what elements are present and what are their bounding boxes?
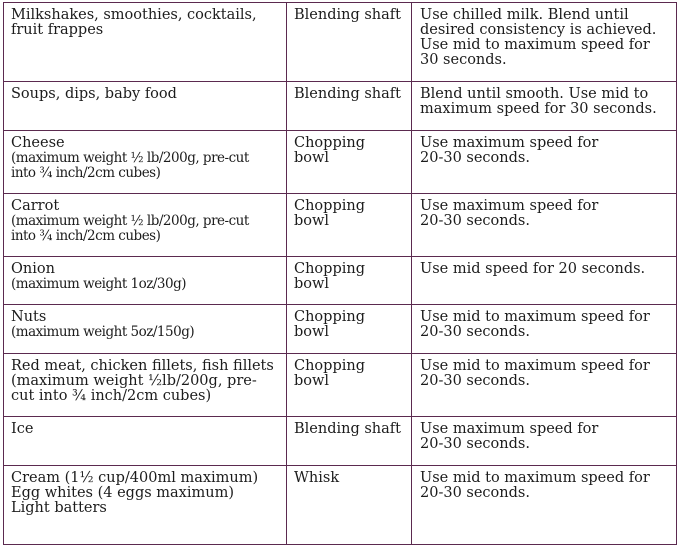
attachment-cell [287, 194, 412, 257]
usage-guide-table [3, 2, 677, 545]
food-cell-line: Soups, dips, baby food [11, 86, 177, 102]
attachment-cell-line: Blending shaft [294, 7, 401, 23]
table-row [4, 194, 677, 257]
instructions-cell-line: Use maximum speed for [420, 135, 599, 151]
instructions-cell-line: Use mid to maximum speed for [420, 37, 650, 53]
instructions-cell-line: Use mid to maximum speed for [420, 470, 650, 486]
attachment-cell [287, 305, 412, 354]
instructions-cell-line: 20-30 seconds. [420, 150, 530, 166]
table-row [4, 466, 677, 545]
attachment-cell-line: bowl [294, 373, 330, 389]
attachment-cell-line: bowl [294, 324, 330, 340]
table-row [4, 417, 677, 466]
instructions-cell-line: 20-30 seconds. [420, 213, 530, 229]
attachment-cell-line: Blending shaft [294, 421, 401, 437]
attachment-cell-line: bowl [294, 213, 330, 229]
instructions-cell-line: Blend until smooth. Use mid to [420, 86, 649, 102]
attachment-cell-line: bowl [294, 276, 330, 292]
attachment-cell-line: Chopping [294, 358, 365, 374]
food-cell [4, 305, 287, 354]
instructions-cell-line: Use maximum speed for [420, 421, 599, 437]
food-cell-line: (maximum weight 5oz/150g) [11, 324, 195, 340]
instructions-cell [412, 417, 677, 466]
attachment-cell-line: Chopping [294, 261, 365, 277]
instructions-cell-line: Use mid speed for 20 seconds. [420, 261, 646, 277]
instructions-cell [412, 257, 677, 305]
instructions-cell [412, 354, 677, 417]
instructions-cell [412, 466, 677, 545]
food-cell-line: (maximum weight ½ lb/200g, pre-cut [11, 213, 249, 229]
food-cell [4, 82, 287, 131]
attachment-cell-line: Blending shaft [294, 86, 401, 102]
instructions-cell-line: 30 seconds. [420, 52, 507, 68]
instructions-cell [412, 3, 677, 82]
food-cell [4, 3, 287, 82]
food-cell-line: (maximum weight 1oz/30g) [11, 276, 187, 292]
food-cell-line: Onion [11, 261, 55, 277]
instructions-cell-line: 20-30 seconds. [420, 373, 530, 389]
food-cell-line: fruit frappes [11, 22, 104, 38]
food-cell-line: (maximum weight ½ lb/200g, pre-cut [11, 150, 249, 166]
attachment-cell [287, 257, 412, 305]
instructions-cell-line: 20-30 seconds. [420, 324, 530, 340]
instructions-cell [412, 82, 677, 131]
attachment-cell-line: Whisk [294, 470, 340, 486]
attachment-cell [287, 131, 412, 194]
attachment-cell [287, 466, 412, 545]
table-row [4, 82, 677, 131]
food-cell [4, 354, 287, 417]
table-row [4, 257, 677, 305]
food-cell-line: Light batters [11, 500, 107, 516]
attachment-cell-line: Chopping [294, 198, 365, 214]
food-cell [4, 131, 287, 194]
instructions-cell-line: Use maximum speed for [420, 198, 599, 214]
usage-guide-body [4, 3, 677, 545]
instructions-cell-line: Use mid to maximum speed for [420, 358, 650, 374]
attachment-cell [287, 82, 412, 131]
food-cell-line: Milkshakes, smoothies, cocktails, [11, 7, 257, 23]
food-cell-line: into ¾ inch/2cm cubes) [11, 165, 161, 181]
food-cell-line: into ¾ inch/2cm cubes) [11, 228, 161, 244]
food-cell [4, 194, 287, 257]
instructions-cell [412, 131, 677, 194]
food-cell-line: Cheese [11, 135, 65, 151]
food-cell [4, 466, 287, 545]
food-cell [4, 257, 287, 305]
instructions-cell-line: Use chilled milk. Blend until [420, 7, 629, 23]
attachment-cell [287, 354, 412, 417]
food-cell-line: Red meat, chicken fillets, fish fillets [11, 358, 274, 374]
table-row [4, 354, 677, 417]
food-cell-line: Ice [11, 421, 34, 437]
attachment-cell-line: Chopping [294, 135, 365, 151]
instructions-cell-line: maximum speed for 30 seconds. [420, 101, 657, 117]
instructions-cell-line: 20-30 seconds. [420, 485, 530, 501]
attachment-cell-line: Chopping [294, 309, 365, 325]
food-cell [4, 417, 287, 466]
instructions-cell [412, 194, 677, 257]
food-cell-line: cut into ¾ inch/2cm cubes) [11, 388, 212, 404]
table-row [4, 305, 677, 354]
food-cell-line: Nuts [11, 309, 47, 325]
food-cell-line: Carrot [11, 198, 60, 214]
attachment-cell [287, 417, 412, 466]
food-cell-line: (maximum weight ½lb/200g, pre- [11, 373, 257, 389]
table-row [4, 131, 677, 194]
food-cell-line: Egg whites (4 eggs maximum) [11, 485, 234, 501]
instructions-cell [412, 305, 677, 354]
attachment-cell-line: bowl [294, 150, 330, 166]
food-cell-line: Cream (1½ cup/400ml maximum) [11, 470, 259, 486]
instructions-cell-line: Use mid to maximum speed for [420, 309, 650, 325]
instructions-cell-line: 20-30 seconds. [420, 436, 530, 452]
attachment-cell [287, 3, 412, 82]
table-row [4, 3, 677, 82]
instructions-cell-line: desired consistency is achieved. [420, 22, 657, 38]
